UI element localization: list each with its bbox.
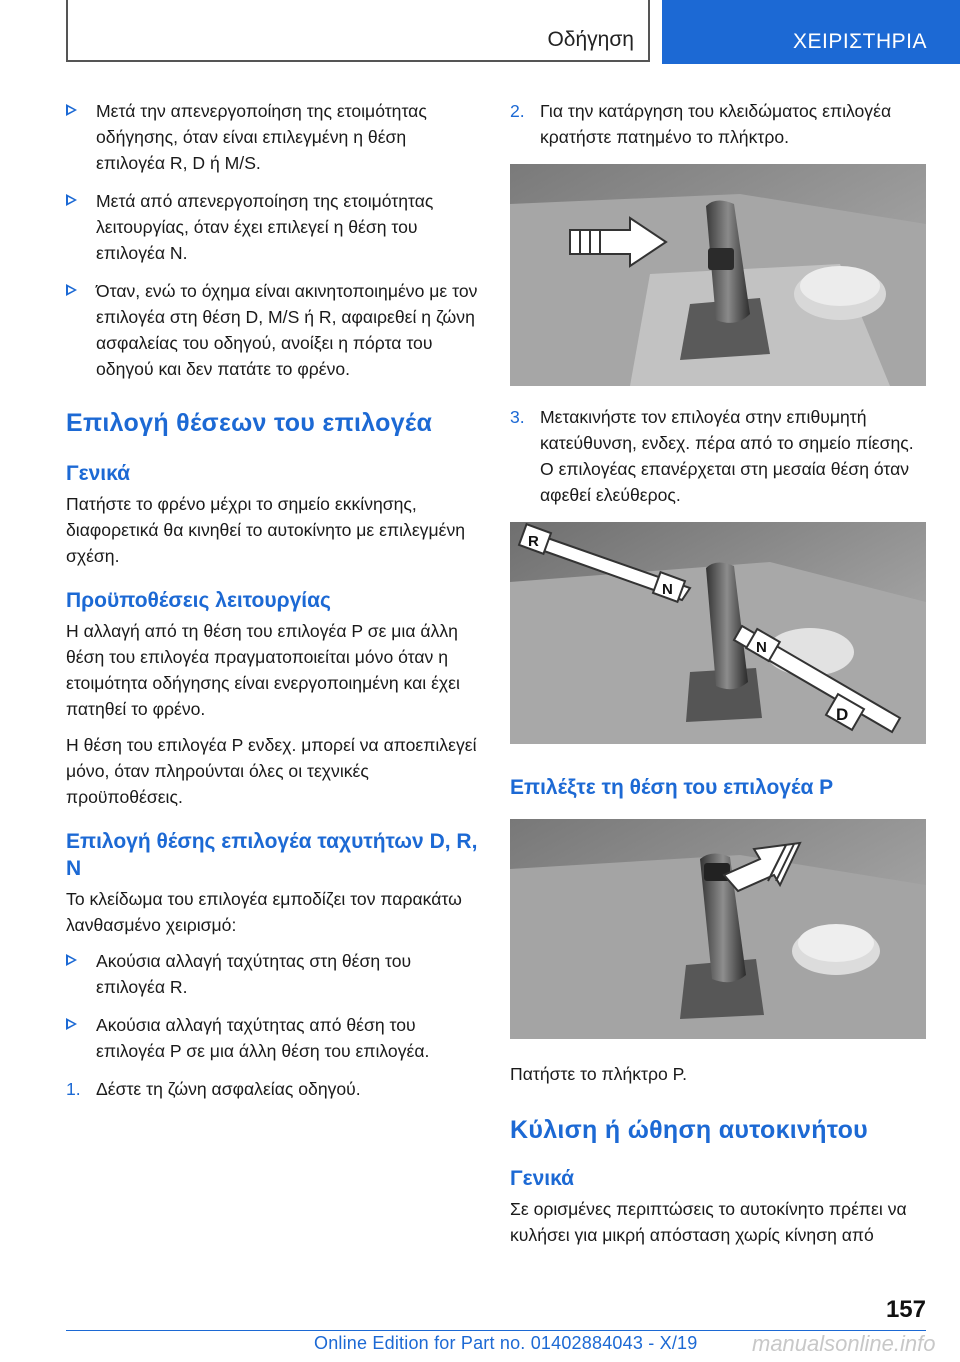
step-item: 2. Για την κατάργηση του κλειδώματος επιλογέα κρατήστε πατημένο το πλήκτρο.	[510, 98, 926, 150]
list-item: Ακούσια αλλαγή ταχύτητας στη θέση του επιλογέα R.	[66, 948, 480, 1000]
paragraph-lock: Το κλείδωμα του επιλογέα εμποδίζει τον παρακάτω λανθασμένο χειρισμό:	[66, 889, 462, 935]
heading-general-2: Γενικά	[510, 1167, 575, 1190]
paragraph-prerequisites-1: Η αλλαγή από τη θέση του επιλογέα P σε μια άλλη θέση του επιλογέα πραγματοποιείται μόνο όταν η ετοιμότητα οδήγησης είναι ενεργοποιημένη και έχει πατηθεί το φρένο.	[66, 621, 460, 719]
fig-label-d: D	[836, 705, 849, 724]
paragraph-prerequisites-2: Η θέση του επιλογέα P ενδεχ. μπορεί να αποεπιλεγεί μόνο, όταν πληρούνται όλες οι τεχνικές προϋποθέσεις.	[66, 735, 477, 807]
gear-selector-unlock-photo	[510, 164, 926, 386]
list-item: Ακούσια αλλαγή ταχύτητας από θέση του επιλογέα P σε μια άλλη θέση του επιλογέα.	[66, 1012, 480, 1064]
page-number: 157	[885, 1296, 926, 1323]
header-section-label: Οδήγηση	[547, 28, 634, 51]
heading-select-park: Επιλέξτε τη θέση του επιλογέα P	[510, 776, 834, 799]
fig-label-n-down: N	[756, 639, 767, 656]
paragraph-rolling: Σε ορισμένες περιπτώσεις το αυτοκίνητο πρέπει να κυλήσει για μικρή απόσταση χωρίς κίνηση από	[510, 1199, 907, 1245]
triangle-bullet-icon	[66, 104, 77, 116]
list-item: Μετά την απενεργοποίηση της ετοιμότητας οδήγησης, όταν είναι επιλεγμένη η θέση επιλογέα R, D ή M/S.	[66, 98, 480, 176]
triangle-bullet-icon	[66, 1018, 77, 1030]
heading-prerequisites: Προϋποθέσεις λειτουργίας	[66, 589, 331, 612]
step-number: 3.	[510, 407, 525, 427]
triangle-bullet-icon	[66, 194, 77, 206]
step-number: 2.	[510, 101, 525, 121]
footer-edition: Online Edition for Part no. 01402884043 - X/19	[314, 1333, 698, 1353]
step-item: 1. Δέστε τη ζώνη ασφαλείας οδηγού.	[66, 1076, 480, 1102]
header-chapter-label: ΧΕΙΡΙΣΤΗΡΙΑ	[792, 30, 927, 53]
step-number: 1.	[66, 1079, 81, 1099]
fig-label-n-up: N	[662, 581, 673, 598]
watermark: manualsonline.info	[752, 1331, 936, 1356]
paragraph-general: Πατήστε το φρένο μέχρι το σημείο εκκίνησης, διαφορετικά θα κινηθεί το αυτοκίνητο με επιλεγμένη σχέση.	[66, 494, 466, 566]
heading-rolling-pushing: Κύλιση ή ώθηση αυτοκινήτου	[510, 1116, 869, 1144]
right-column	[510, 98, 926, 1248]
header-section-box	[66, 0, 650, 62]
paragraph-press-p: Πατήστε το πλήκτρο P.	[510, 1064, 688, 1084]
triangle-bullet-icon	[66, 284, 77, 296]
list-item: Όταν, ενώ το όχημα είναι ακινητοποιημένο με τον επιλογέα στη θέση D, M/S ή R, αφαιρεθεί η ζώνη ασφαλείας του οδηγού, ανοίξει η πόρτα του οδηγού και δεν πατάτε το φρένο.	[66, 278, 480, 382]
heading-select-drnr: Επιλογή θέσης επιλογέα ταχυτήτων D, R, N	[66, 830, 478, 880]
park-button-photo	[510, 819, 926, 1039]
step-item: 3. Μετακινήστε τον επιλογέα στην επιθυμητή κατεύθυνση, ενδεχ. πέρα από το σημείο πίεσης. Ο επιλογέας επανέρχεται στη μεσαία θέση όταν αφεθεί ελεύθερος.	[510, 404, 926, 508]
header-chapter-box	[662, 0, 960, 64]
list-item: Μετά από απενεργοποίηση της ετοιμότητας λειτουργίας, όταν έχει επιλεγεί η θέση του επιλογέα N.	[66, 188, 480, 266]
heading-general: Γενικά	[66, 462, 131, 485]
fig-label-r: R	[528, 533, 539, 550]
gear-selector-directions-photo	[510, 522, 926, 744]
triangle-bullet-icon	[66, 954, 77, 966]
heading-selector-positions: Επιλογή θέσεων του επιλογέα	[66, 409, 433, 437]
left-column	[66, 98, 480, 1114]
